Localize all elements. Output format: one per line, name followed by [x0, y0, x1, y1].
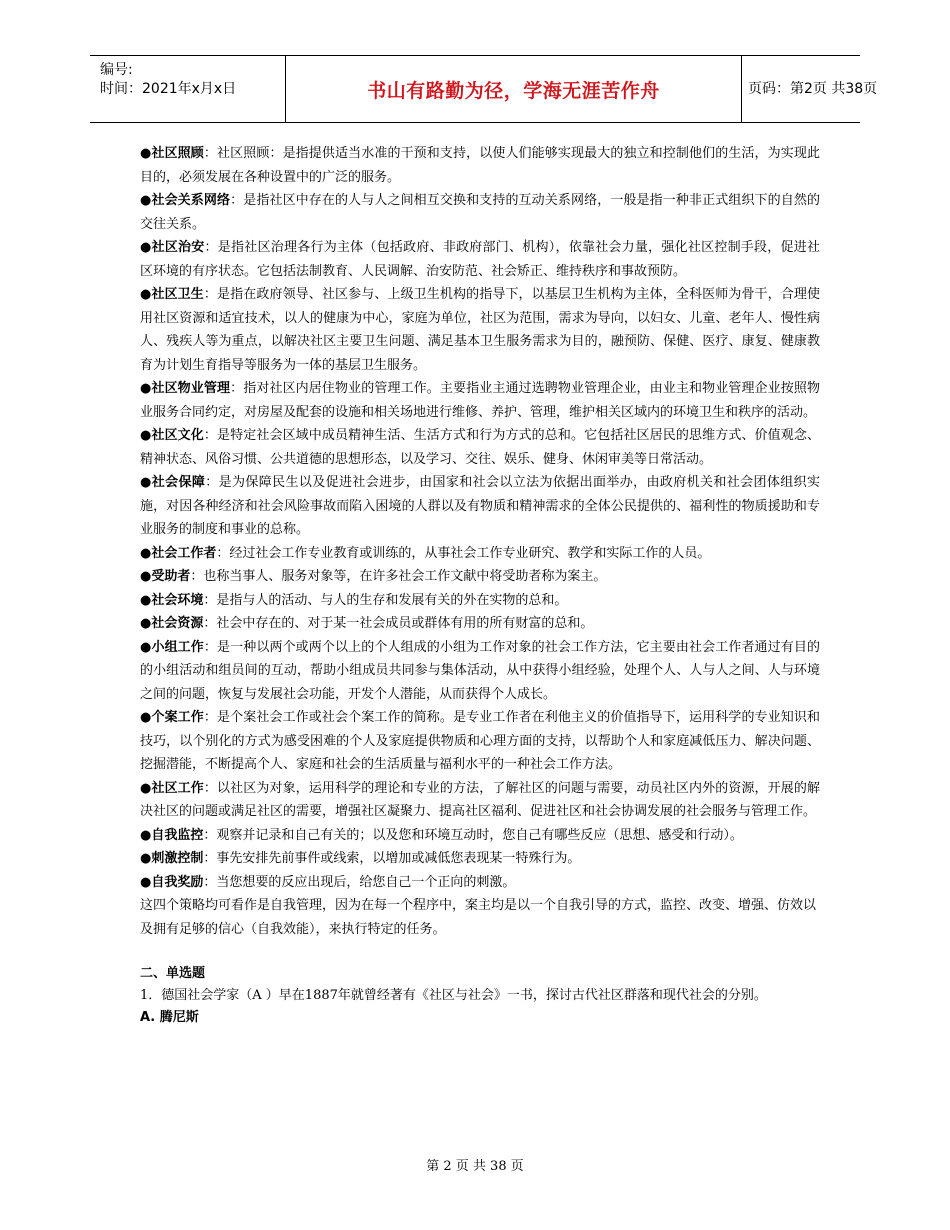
closing-paragraph: 这四个策略均可看作是自我管理，因为在每一个程序中，案主均是以一个自我引导的方式，监控、改变、增强、仿效以及拥有足够的信心（自我效能），来执行特定的任务。	[140, 898, 817, 937]
header-meta	[90, 56, 285, 122]
definition-text: ：指对社区内居住物业的管理工作。主要指业主通过选聘物业管理企业，由业主和物业管理企业按照物业服务合同约定，对房屋及配套的设施和相关场地进行维修、养护、管理，维护相关区域内的环境卫生和秩序的活动。	[140, 381, 820, 420]
definition-term: ●社区物业管理	[140, 381, 231, 396]
definition-text: ：观察并记录和自己有关的；以及您和环境互动时，您自己有哪些反应（思想、感受和行动）。	[203, 827, 743, 843]
definition-term: ●社区治安	[140, 240, 205, 255]
definition-term: ●刺激控制	[140, 851, 204, 866]
definition-term: ●个案工作	[140, 710, 204, 725]
question-text: 1．德国社会学家（A ）早在1887年就曾经著有《社区与社会》一书，探讨古代社区群落和现代社会的分别。	[140, 988, 767, 1003]
definition-item	[140, 589, 820, 613]
definition-term: ●小组工作	[140, 639, 204, 655]
definition-item	[140, 471, 820, 542]
header-page-info: 页码：第2页 共38页	[748, 81, 878, 97]
definition-item	[140, 542, 820, 566]
definition-text: ：以社区为对象，运用科学的理论和专业的方法，了解社区的问题与需要，动员社区内外的资源，开展的解决社区的问题或满足社区的需要，增强社区凝聚力、提高社区福利、促进社区和社会协调发展的社会服务与管理工作。	[140, 780, 820, 819]
definition-item	[140, 824, 820, 848]
header-motto: 书山有路勤为径，学海无涯苦作舟	[367, 80, 660, 102]
definition-text: ：社会中存在的、对于某一社会成员或群体有用的所有财富的总和。	[203, 616, 594, 631]
definition-text: ：是一种以两个或两个以上的个人组成的小组为工作对象的社会工作方法，它主要由社会工作者通过有目的的小组活动和组员间的互动，帮助小组成员共同参与集体活动，从中获得小组经验，处理个人、人与人之间、人与环境之间的问题，恢复与发展社会功能，开发个人潜能，从而获得个人成长。	[140, 639, 820, 702]
definition-term: ●社区卫生	[140, 287, 204, 302]
definition-text: ：当您想要的反应出现后，给您自己一个正向的刺激。	[203, 874, 516, 890]
definition-item	[140, 871, 820, 895]
definition-text: ：是为保障民生以及促进社会进步，由国家和社会以立法为依据出面举办，由政府机关和社会团体组织实施，对因各种经济和社会风险事故而陷入困境的人群以及有物质和精神需求的全体公民提供的、福利性的物质援助和专业服务的制度和事业的总称。	[140, 475, 820, 537]
definition-term: ●受助者	[140, 569, 191, 584]
section-heading: 二、单选题	[140, 966, 206, 981]
definition-term: ●自我监控	[140, 827, 204, 843]
header-motto-cell	[285, 56, 742, 122]
definition-term: ●社会关系网络	[140, 193, 231, 208]
doc-number: 编号:	[100, 62, 133, 78]
answer-option: A. 腾尼斯	[140, 1010, 199, 1025]
definition-list	[140, 142, 820, 894]
definition-term: ●社会工作者	[140, 545, 217, 561]
definition-term: ●社会保障	[140, 475, 206, 490]
definition-term: ●社区文化	[140, 428, 204, 443]
definition-text: ：是指与人的活动、与人的生存和发展有关的外在实物的总和。	[203, 592, 568, 608]
definition-text: ：事先安排先前事件或线索，以增加或减低您表现某一特殊行为。	[203, 851, 581, 866]
definition-term: ●自我奖励	[140, 874, 204, 890]
document-body	[140, 142, 820, 1029]
definition-term: ●社区照顾	[140, 146, 204, 161]
definition-text: ：经过社会工作专业教育或训练的，从事社会工作专业研究、教学和实际工作的人员。	[216, 545, 711, 561]
definition-item	[140, 565, 820, 589]
definition-item	[140, 236, 820, 283]
definition-item	[140, 636, 820, 707]
definition-item	[140, 612, 820, 636]
definition-text: ：是指社区治理各行为主体（包括政府、非政府部门、机构），依靠社会力量，强化社区控制手段，促进社区环境的有序状态。它包括法制教育、人民调解、治安防范、社会矫正、维持秩序和事故预防。	[140, 240, 820, 279]
definition-text: ：也称当事人、服务对象等，在许多社会工作文献中将受助者称为案主。	[190, 569, 607, 584]
page-header	[90, 55, 878, 123]
page-footer: 第 2 页 共 38 页	[426, 1159, 524, 1174]
definition-item	[140, 777, 820, 824]
definition-term: ●社区工作	[140, 780, 204, 796]
definition-item	[140, 142, 820, 189]
definition-item	[140, 283, 820, 377]
definition-text: ：是指社区中存在的人与人之间相互交换和支持的互动关系网络，一般是指一种非正式组织下的自然的交往关系。	[140, 193, 820, 232]
definition-text: ：社区照顾：是指提供适当水准的干预和支持，以使人们能够实现最大的独立和控制他们的生活，为实现此目的，必须发展在各种设置中的广泛的服务。	[140, 146, 820, 185]
definition-item	[140, 847, 820, 871]
definition-term: ●社会资源	[140, 616, 204, 631]
definition-item	[140, 706, 820, 777]
definition-text: ：是个案社会工作或社会个案工作的简称。是专业工作者在利他主义的价值指导下，运用科学的专业知识和技巧，以个别化的方式为感受困难的个人及家庭提供物质和心理方面的支持，以帮助个人和家庭减低压力、解决问题、挖掘潜能，不断提高个人、家庭和社会的生活质量与福利水平的一种社会工作方法。	[140, 710, 820, 772]
definition-item	[140, 424, 820, 471]
definition-item	[140, 377, 820, 424]
definition-text: ：是指在政府领导、社区参与、上级卫生机构的指导下，以基层卫生机构为主体，全科医师为骨干，合理使用社区资源和适宜技术，以人的健康为中心，家庭为单位，社区为范围，需求为导向，以妇女、儿童、老年人、慢性病人、残疾人等为重点，以解决社区主要卫生问题、满足基本卫生服务需求为目的，融预防、保健、医疗、康复、健康教育为计划生育指导等服务为一体的基层卫生服务。	[140, 287, 820, 373]
definition-text: ：是特定社会区域中成员精神生活、生活方式和行为方式的总和。它包括社区居民的思维方式、价值观念、精神状态、风俗习惯、公共道德的思想形态，以及学习、交往、娱乐、健身、休闲审美等日常活动。	[140, 428, 820, 467]
definition-item	[140, 189, 820, 236]
definition-term: ●社会环境	[140, 592, 204, 608]
header-page-cell	[740, 56, 878, 122]
doc-date: 时间：2021年x月x日	[100, 81, 237, 97]
